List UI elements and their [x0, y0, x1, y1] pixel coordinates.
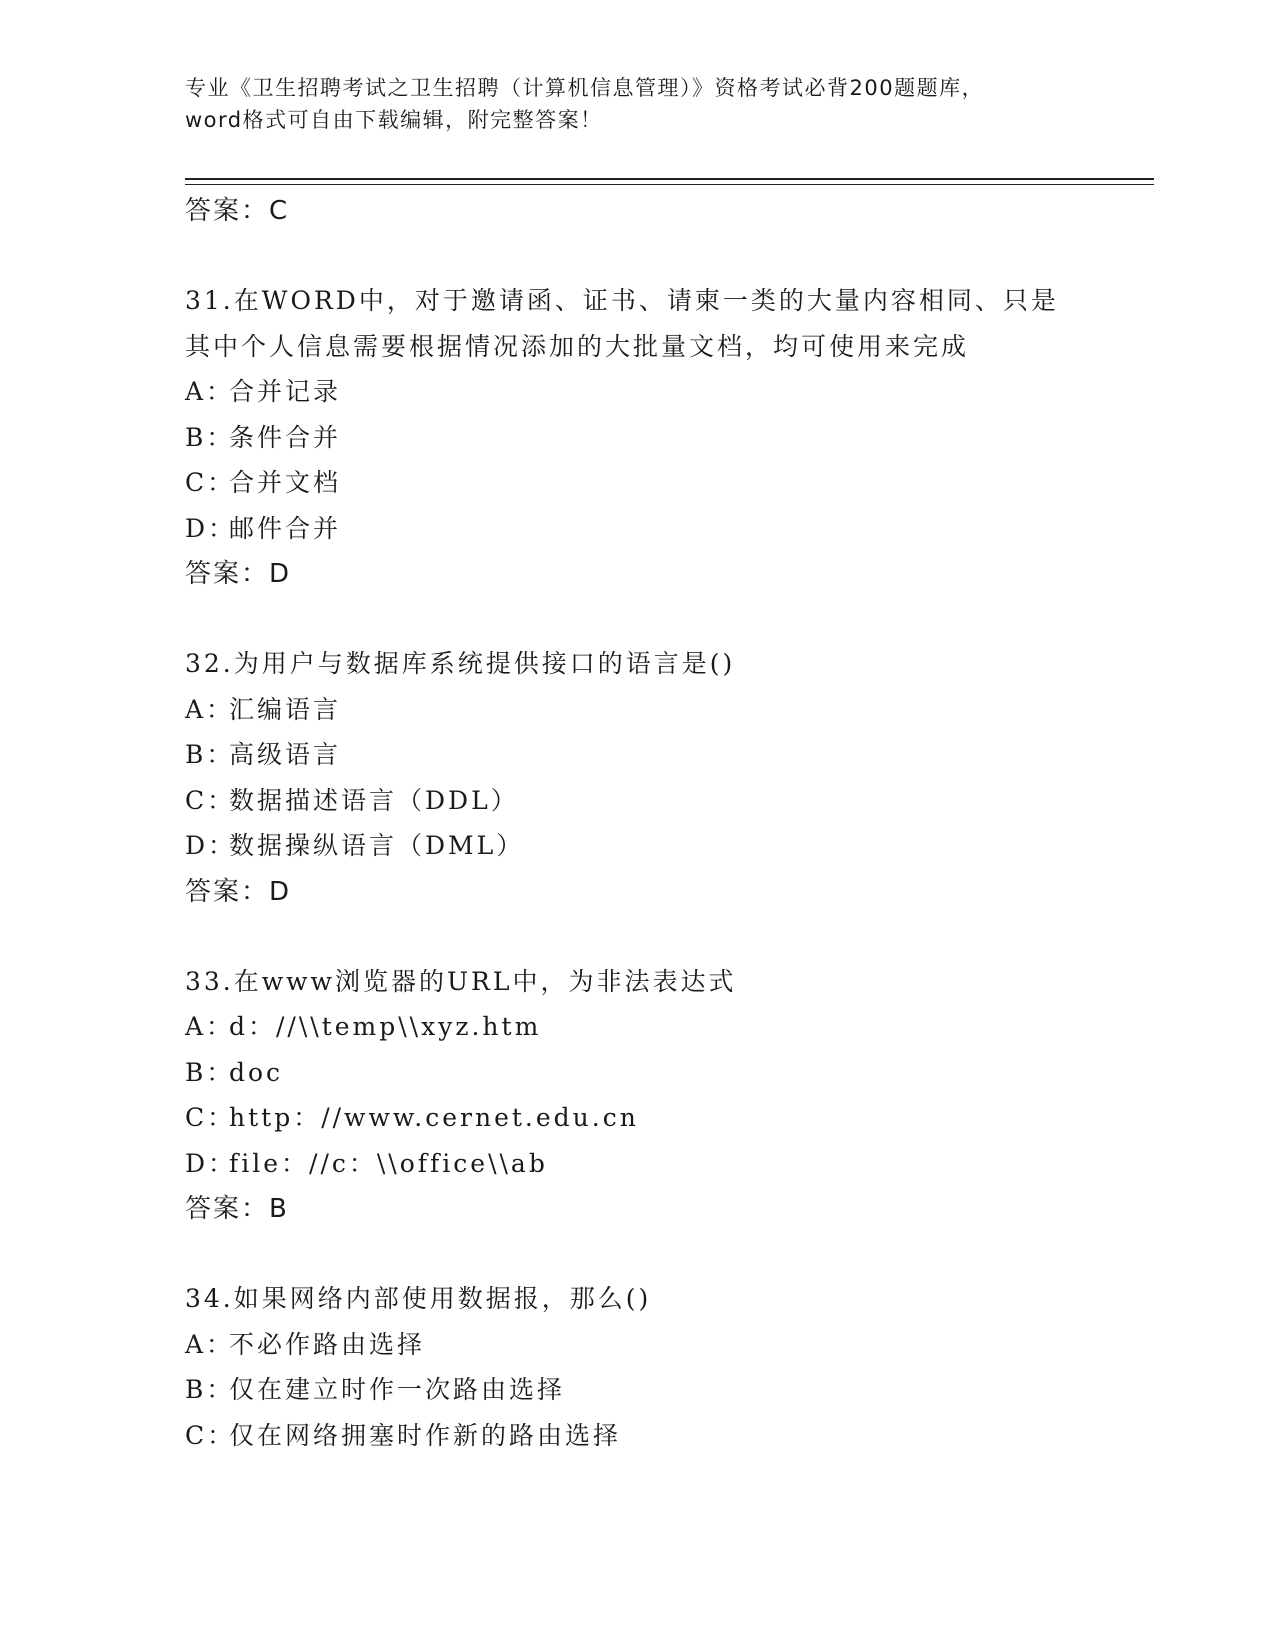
answer-option: [185, 506, 1085, 552]
answer-option: [185, 1050, 1085, 1096]
answer-value: B: [269, 1194, 289, 1224]
question-block: [185, 1276, 1085, 1458]
answer-line: [185, 188, 1085, 234]
question-stem: 32.为用户与数据库系统提供接口的语言是(): [185, 649, 736, 678]
header-divider-thin: [185, 184, 1154, 185]
option-text: 数据操纵语言（DML）: [229, 831, 525, 860]
option-text: 不必作路由选择: [229, 1329, 426, 1359]
answer-option: [185, 369, 1085, 415]
option-letter: B：: [185, 422, 235, 452]
answer-option: [185, 778, 1085, 824]
answer-line: [185, 551, 1085, 597]
option-letter: D：: [185, 1148, 237, 1178]
answer-option: [185, 1095, 1085, 1141]
header-line-2: word格式可自由下载编辑，附完整答案！: [185, 108, 603, 132]
option-text: d：//\\temp\\xyz.htm: [229, 1012, 542, 1041]
answer-value: D: [269, 559, 292, 589]
answer-option: [185, 460, 1085, 506]
answer-option: [185, 687, 1085, 733]
question-stem: 33.在www浏览器的URL中，为非法表达式: [185, 966, 737, 996]
header-divider-thick: [185, 178, 1154, 180]
answer-prefix: 答案：: [185, 1194, 270, 1224]
option-text: 合并记录: [229, 377, 342, 406]
option-text: 条件合并: [229, 422, 342, 452]
option-letter: C：: [185, 1103, 236, 1132]
question-block: [185, 959, 1085, 1233]
answer-value: C: [269, 196, 290, 226]
option-letter: C：: [185, 1420, 236, 1450]
header-line-1: 专业《卫生招聘考试之卫生招聘（计算机信息管理）》资格考试必背200题题库，: [185, 76, 985, 100]
question-gap: [185, 915, 1085, 959]
option-letter: C：: [185, 785, 236, 815]
option-text: 汇编语言: [229, 694, 342, 724]
option-text: file：//c：\\office\\ab: [229, 1148, 548, 1178]
option-text: 仅在网络拥塞时作新的路由选择: [229, 1420, 622, 1450]
answer-prefix: 答案：: [185, 559, 270, 589]
option-letter: A：: [185, 1012, 235, 1041]
question-gap: [185, 234, 1085, 278]
option-letter: B：: [185, 1057, 235, 1087]
answer-line: [185, 869, 1085, 915]
answer-option: [185, 1322, 1085, 1368]
answer-option: [185, 1367, 1085, 1413]
question-stem: 34.如果网络内部使用数据报，那么(): [185, 1284, 652, 1313]
answer-option: [185, 732, 1085, 778]
answer-option: [185, 1141, 1085, 1187]
option-text: doc: [229, 1057, 284, 1087]
option-text: 高级语言: [229, 740, 342, 769]
question-content: [185, 188, 1085, 1458]
question-block: [185, 641, 1085, 915]
answer-option: [185, 1004, 1085, 1050]
answer-value: D: [269, 876, 292, 907]
document-header: [185, 72, 1095, 136]
question-stem: 其中个人信息需要根据情况添加的大批量文档，均可使用来完成: [185, 331, 970, 361]
answer-option: [185, 823, 1085, 869]
option-letter: D：: [185, 513, 237, 543]
option-letter: D：: [185, 831, 237, 860]
answer-prefix: 答案：: [185, 876, 270, 907]
answer-line: [185, 1186, 1085, 1232]
option-letter: A：: [185, 1329, 235, 1359]
question-block: [185, 278, 1085, 597]
answer-option: [185, 415, 1085, 461]
option-text: 数据描述语言（DDL）: [229, 785, 519, 815]
option-letter: B：: [185, 1375, 235, 1404]
answer-prefix: 答案：: [185, 196, 270, 226]
question-gap: [185, 597, 1085, 641]
option-letter: A：: [185, 694, 235, 724]
answer-option: [185, 1413, 1085, 1459]
option-letter: C：: [185, 468, 236, 497]
option-text: 合并文档: [229, 468, 342, 497]
option-text: http：//www.cernet.edu.cn: [229, 1103, 639, 1132]
option-letter: A：: [185, 377, 235, 406]
question-gap: [185, 1232, 1085, 1276]
option-letter: B：: [185, 740, 235, 769]
option-text: 仅在建立时作一次路由选择: [229, 1375, 566, 1404]
option-text: 邮件合并: [229, 513, 342, 543]
question-stem: 31.在WORD中，对于邀请函、证书、请柬一类的大量内容相同、只是: [185, 286, 1059, 315]
